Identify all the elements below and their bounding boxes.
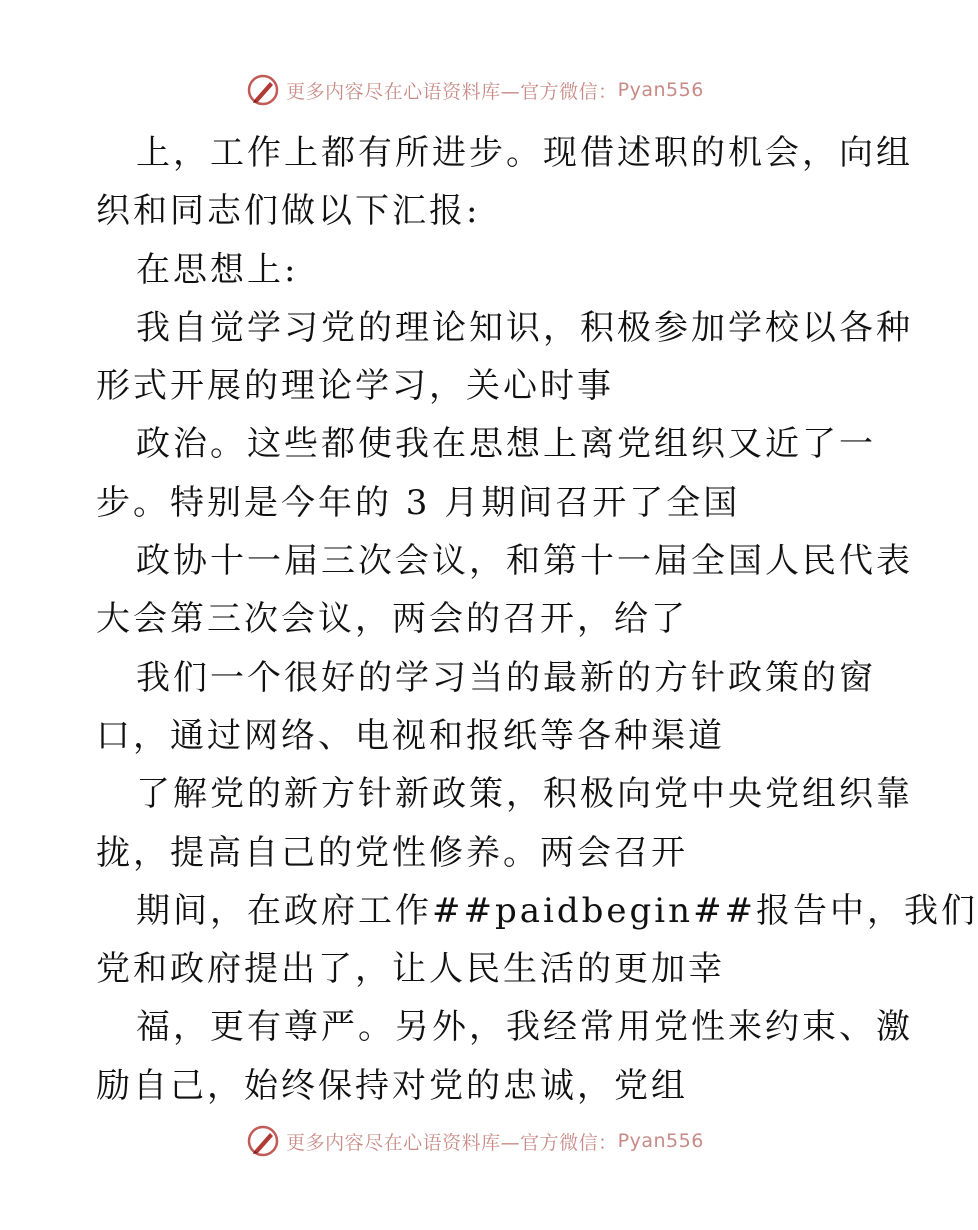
- text-line: 织和同志们做以下汇报:: [96, 191, 481, 232]
- text-line: 形式开展的理论学习，关心时事: [96, 366, 614, 407]
- section-heading: 在思想上:: [136, 249, 299, 290]
- text-line: 了解党的新方针新政策，积极向党中央党组织靠: [136, 774, 913, 815]
- watermark-text: 更多内容尽在心语资料库—官方微信：: [286, 1131, 618, 1154]
- text-line: 大会第三次会议，两会的召开，给了: [96, 599, 688, 640]
- pen-logo-icon: [246, 1124, 280, 1158]
- watermark-text: 更多内容尽在心语资料库—官方微信：: [286, 80, 618, 103]
- text-line: 拢，提高自己的党性修养。两会召开: [96, 832, 688, 873]
- text-line: 期间，在政府工作##paidbegin##报告中，我们: [136, 890, 978, 931]
- footer-watermark: [0, 1121, 950, 1161]
- wechat-id: Pyan556: [617, 1130, 704, 1152]
- text-line: 福，更有尊严。另外，我经常用党性来约束、激: [136, 1007, 913, 1048]
- text-line: 我自觉学习党的理论知识，积极参加学校以各种: [136, 307, 913, 348]
- text-line: 党和政府提出了，让人民生活的更加幸: [96, 949, 725, 990]
- document-body: [96, 124, 978, 1115]
- text-line: 上，工作上都有所进步。现借述职的机会，向组: [136, 133, 913, 173]
- text-line: 口，通过网络、电视和报纸等各种渠道: [96, 715, 725, 756]
- pen-logo-icon: [246, 73, 280, 107]
- text-line: 我们一个很好的学习当的最新的方针政策的窗: [136, 657, 876, 698]
- text-line: 步。特别是今年的 3 月期间召开了全国: [96, 482, 741, 523]
- header-watermark: [0, 70, 950, 110]
- text-line: 励自己，始终保持对党的忠诚，党组: [96, 1065, 688, 1106]
- text-line: 政治。这些都使我在思想上离党组织又近了一: [136, 424, 876, 465]
- wechat-id: Pyan556: [617, 79, 704, 101]
- text-line: 政协十一届三次会议，和第十一届全国人民代表: [136, 541, 913, 582]
